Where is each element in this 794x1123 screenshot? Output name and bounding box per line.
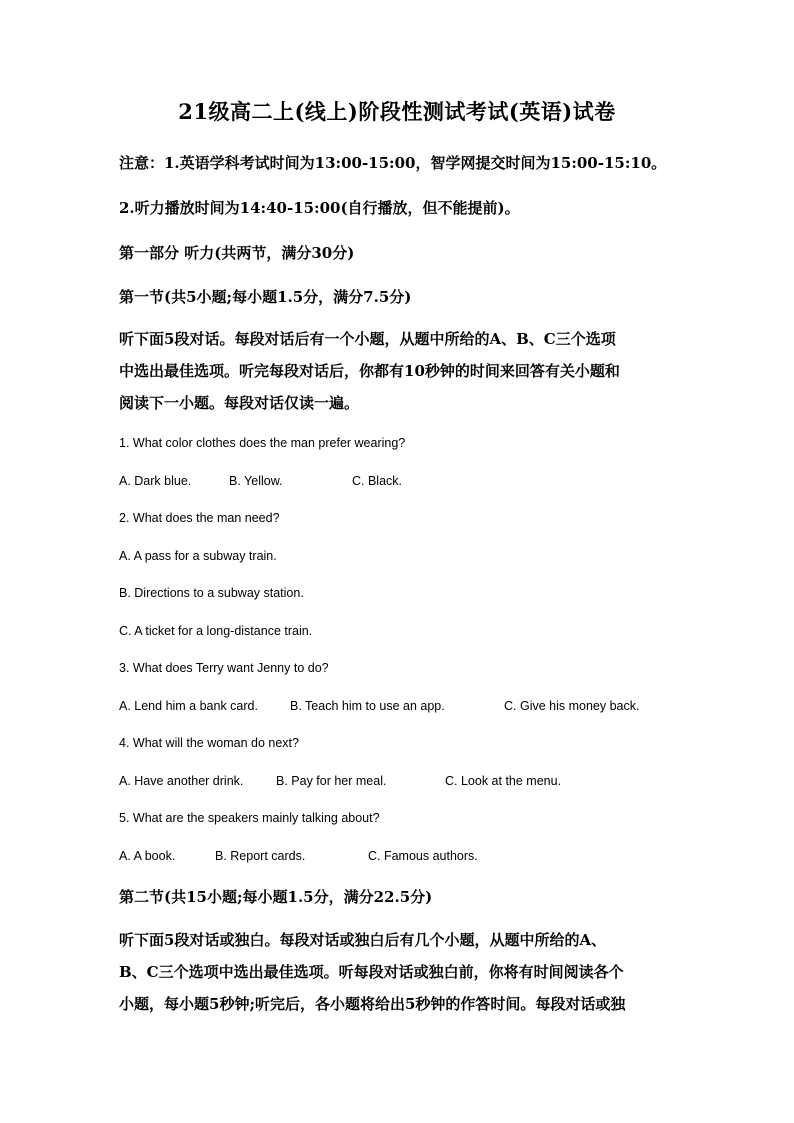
question-3: 3. What does Terry want Jenny to do? <box>119 661 329 675</box>
part1-heading: 第一部分 听力(共两节，满分30分) <box>119 244 355 262</box>
section2-instructions <box>119 924 679 1020</box>
q1-option-b: B. Yellow. <box>229 474 283 488</box>
section1-heading: 第一节(共5小题;每小题1.5分，满分7.5分) <box>119 288 412 306</box>
instruction-line: 中选出最佳选项。听完每段对话后，你都有10秒钟的时间来回答有关小题和 <box>119 362 620 380</box>
section1-instructions <box>119 323 679 419</box>
instruction-line: B、C三个选项中选出最佳选项。听每段对话或独白前，你将有时间阅读各个 <box>119 963 624 981</box>
question-5: 5. What are the speakers mainly talking about? <box>119 811 380 825</box>
q3-option-b: B. Teach him to use an app. <box>290 699 445 713</box>
q5-option-b: B. Report cards. <box>215 849 306 863</box>
section2-heading: 第二节(共15小题;每小题1.5分，满分22.5分) <box>119 888 433 906</box>
q3-option-a: A. Lend him a bank card. <box>119 699 258 713</box>
instruction-line: 小题，每小题5秒钟;听完后，各小题将给出5秒钟的作答时间。每段对话或独 <box>119 995 626 1013</box>
q2-option-c: C. A ticket for a long-distance train. <box>119 624 313 638</box>
instruction-line: 听下面5段对话。每段对话后有一个小题，从题中所给的A、B、C三个选项 <box>119 330 616 348</box>
q4-option-a: A. Have another drink. <box>119 774 244 788</box>
instruction-line: 阅读下一小题。每段对话仅读一遍。 <box>119 394 360 412</box>
note-2: 2.听力播放时间为14:40-15:00(自行播放，但不能提前)。 <box>119 199 520 217</box>
question-1: 1. What color clothes does the man prefer wearing? <box>119 436 406 450</box>
question-2: 2. What does the man need? <box>119 511 280 525</box>
q5-option-a: A. A book. <box>119 849 176 863</box>
q1-option-a: A. Dark blue. <box>119 474 192 488</box>
q2-option-b: B. Directions to a subway station. <box>119 586 304 600</box>
q4-option-c: C. Look at the menu. <box>445 774 562 788</box>
exam-title: 21级高二上(线上)阶段性测试考试(英语)试卷 <box>178 99 616 124</box>
instruction-line: 听下面5段对话或独白。每段对话或独白后有几个小题，从题中所给的A、 <box>119 931 607 949</box>
q5-option-c: C. Famous authors. <box>368 849 478 863</box>
question-4: 4. What will the woman do next? <box>119 736 299 750</box>
q1-option-c: C. Black. <box>352 474 403 488</box>
note-1: 注意：1.英语学科考试时间为13:00-15:00，智学网提交时间为15:00-15:10。 <box>119 154 667 172</box>
q2-option-a: A. A pass for a subway train. <box>119 549 277 563</box>
q3-option-c: C. Give his money back. <box>504 699 640 713</box>
q4-option-b: B. Pay for her meal. <box>276 774 387 788</box>
